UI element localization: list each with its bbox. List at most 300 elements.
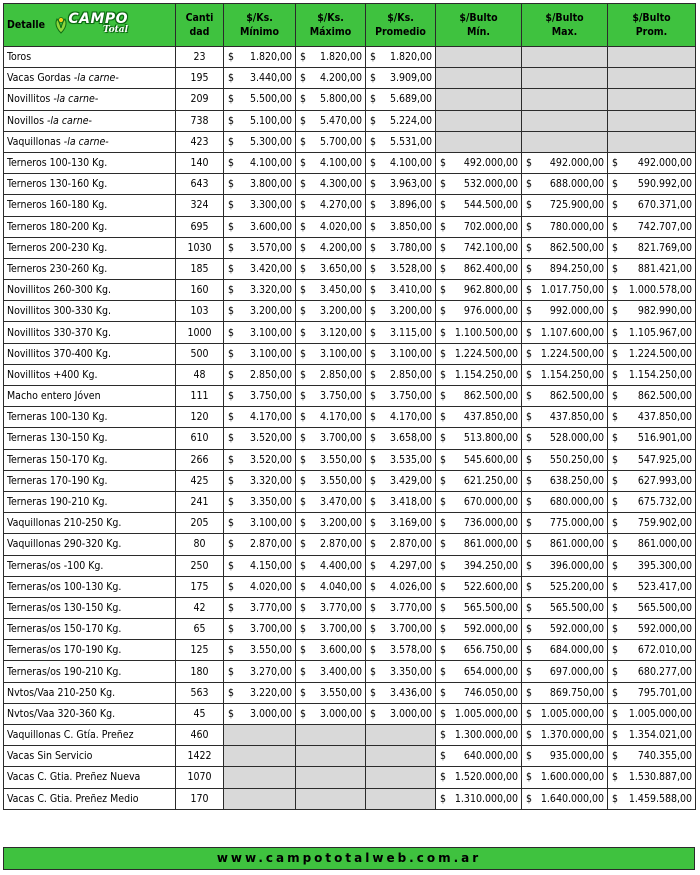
currency-sign: $ — [370, 432, 377, 445]
cell-cantidad: 80 — [176, 534, 224, 555]
amount-value: 976.000,00 — [463, 305, 518, 318]
currency-sign: $ — [612, 262, 619, 275]
amount-value: 4.020,00 — [319, 220, 362, 233]
amount-value: 742.100,00 — [463, 241, 518, 254]
cell-bulto-prom — [608, 131, 696, 152]
currency-sign: $ — [370, 51, 377, 64]
cell-bulto-max — [522, 767, 608, 788]
table-row — [4, 131, 696, 152]
cell-ks-max — [296, 513, 366, 534]
cell-ks-prom — [366, 110, 436, 131]
currency-sign: $ — [370, 347, 377, 360]
amount-value: 861.000,00 — [637, 538, 692, 551]
amount-value: 3.750,00 — [319, 390, 362, 403]
detalle-text: Nvtos/Vaa 210-250 Kg. — [7, 686, 116, 699]
currency-sign: $ — [370, 284, 377, 297]
detalle-text: Vaquillonas C. Gtía. Preñez — [7, 729, 134, 742]
currency-sign: $ — [612, 623, 619, 636]
table-row — [4, 386, 696, 407]
table-row — [4, 513, 696, 534]
cell-ks-prom — [366, 407, 436, 428]
cell-bulto-prom — [608, 152, 696, 173]
amount-value: 5.470,00 — [319, 114, 362, 127]
currency-sign: $ — [228, 601, 235, 614]
amount-value: 1.107.600,00 — [540, 326, 604, 339]
cell-ks-min — [224, 746, 296, 767]
amount-value: 3.600,00 — [319, 644, 362, 657]
cell-bulto-min — [436, 725, 522, 746]
amount-value: 759.902,00 — [637, 517, 692, 530]
currency-sign: $ — [440, 262, 447, 275]
cell-ks-max — [296, 725, 366, 746]
cell-cantidad: 610 — [176, 428, 224, 449]
amount-value: 523.417,00 — [637, 580, 692, 593]
currency-sign: $ — [612, 601, 619, 614]
cell-bulto-min — [436, 619, 522, 640]
table-row — [4, 703, 696, 724]
currency-sign: $ — [370, 390, 377, 403]
cell-ks-max — [296, 47, 366, 68]
currency-sign: $ — [440, 453, 447, 466]
cell-ks-prom — [366, 89, 436, 110]
cell-ks-max — [296, 237, 366, 258]
amount-value: 3.450,00 — [319, 284, 362, 297]
cell-ks-max — [296, 746, 366, 767]
price-table — [3, 3, 696, 810]
cell-bulto-prom — [608, 746, 696, 767]
amount-value: 3.420,00 — [249, 262, 292, 275]
amount-value: 3.550,00 — [319, 453, 362, 466]
cell-detalle — [4, 68, 176, 89]
currency-sign: $ — [526, 750, 533, 763]
amount-value: 4.200,00 — [319, 72, 362, 85]
amount-value: 528.000,00 — [549, 432, 604, 445]
cell-ks-max — [296, 131, 366, 152]
cell-cantidad: 695 — [176, 216, 224, 237]
amount-value: 3.470,00 — [319, 496, 362, 509]
currency-sign: $ — [300, 580, 307, 593]
amount-value: 3.000,00 — [389, 707, 432, 720]
currency-sign: $ — [526, 729, 533, 742]
amount-value: 5.800,00 — [319, 93, 362, 106]
currency-sign: $ — [612, 453, 619, 466]
currency-sign: $ — [526, 601, 533, 614]
amount-value: 862.500,00 — [549, 390, 604, 403]
table-row — [4, 470, 696, 491]
currency-sign: $ — [526, 792, 533, 805]
amount-value: 3.100,00 — [249, 347, 292, 360]
amount-value: 3.320,00 — [249, 284, 292, 297]
cell-ks-min — [224, 280, 296, 301]
amount-value: 3.770,00 — [249, 601, 292, 614]
cell-bulto-prom — [608, 386, 696, 407]
cell-cantidad: 65 — [176, 619, 224, 640]
detalle-text: Terneras 100-130 Kg. — [7, 411, 108, 424]
amount-value: 492.000,00 — [463, 157, 518, 170]
currency-sign: $ — [612, 390, 619, 403]
amount-value: 4.150,00 — [249, 559, 292, 572]
amount-value: 3.528,00 — [389, 262, 432, 275]
currency-sign: $ — [440, 538, 447, 551]
currency-sign: $ — [612, 284, 619, 297]
cell-detalle — [4, 619, 176, 640]
currency-sign: $ — [612, 305, 619, 318]
amount-value: 861.000,00 — [463, 538, 518, 551]
amount-value: 775.000,00 — [549, 517, 604, 530]
table-row — [4, 597, 696, 618]
cell-detalle — [4, 767, 176, 788]
currency-sign: $ — [612, 517, 619, 530]
cell-detalle — [4, 576, 176, 597]
currency-sign: $ — [526, 305, 533, 318]
cell-bulto-prom — [608, 343, 696, 364]
currency-sign: $ — [228, 623, 235, 636]
currency-sign: $ — [612, 665, 619, 678]
amount-value: 3.200,00 — [389, 305, 432, 318]
currency-sign: $ — [526, 686, 533, 699]
detalle-text: Novillitos 260-300 Kg. — [7, 284, 111, 297]
cell-detalle — [4, 407, 176, 428]
amount-value: 680.277,00 — [637, 665, 692, 678]
cell-bulto-min — [436, 788, 522, 809]
cell-detalle — [4, 89, 176, 110]
cell-bulto-prom — [608, 174, 696, 195]
currency-sign: $ — [440, 517, 447, 530]
amount-value: 492.000,00 — [549, 157, 604, 170]
amount-value: 3.770,00 — [319, 601, 362, 614]
detalle-text: Novillitos 300-330 Kg. — [7, 305, 111, 318]
amount-value: 672.010,00 — [637, 644, 692, 657]
currency-sign: $ — [370, 686, 377, 699]
currency-sign: $ — [440, 792, 447, 805]
cell-bulto-min — [436, 152, 522, 173]
currency-sign: $ — [228, 707, 235, 720]
currency-sign: $ — [440, 241, 447, 254]
cell-bulto-max — [522, 746, 608, 767]
cell-bulto-min — [436, 343, 522, 364]
cell-cantidad: 425 — [176, 470, 224, 491]
amount-value: 3.658,00 — [389, 432, 432, 445]
currency-sign: $ — [228, 432, 235, 445]
cell-bulto-min — [436, 364, 522, 385]
amount-value: 1.224.500,00 — [540, 347, 604, 360]
cell-bulto-max — [522, 216, 608, 237]
currency-sign: $ — [370, 665, 377, 678]
cell-ks-max — [296, 788, 366, 809]
cell-cantidad: 241 — [176, 491, 224, 512]
currency-sign: $ — [612, 771, 619, 784]
cell-ks-prom — [366, 216, 436, 237]
currency-sign: $ — [440, 665, 447, 678]
amount-value: 3.200,00 — [319, 517, 362, 530]
currency-sign: $ — [526, 538, 533, 551]
cell-bulto-max — [522, 513, 608, 534]
cell-bulto-min — [436, 280, 522, 301]
currency-sign: $ — [228, 326, 235, 339]
cell-ks-max — [296, 364, 366, 385]
currency-sign: $ — [526, 496, 533, 509]
cell-bulto-max — [522, 725, 608, 746]
amount-value: 3.270,00 — [249, 665, 292, 678]
table-row — [4, 195, 696, 216]
cell-bulto-prom — [608, 258, 696, 279]
amount-value: 565.500,00 — [637, 601, 692, 614]
cell-bulto-min — [436, 746, 522, 767]
cell-cantidad: 195 — [176, 68, 224, 89]
cell-bulto-min — [436, 237, 522, 258]
currency-sign: $ — [612, 199, 619, 212]
table-row — [4, 301, 696, 322]
cell-bulto-min — [436, 110, 522, 131]
cell-cantidad: 1422 — [176, 746, 224, 767]
cell-ks-min — [224, 237, 296, 258]
currency-sign: $ — [300, 114, 307, 127]
cell-cantidad: 250 — [176, 555, 224, 576]
currency-sign: $ — [300, 157, 307, 170]
cell-cantidad: 160 — [176, 280, 224, 301]
cell-bulto-prom — [608, 428, 696, 449]
amount-value: 861.000,00 — [549, 538, 604, 551]
currency-sign: $ — [612, 559, 619, 572]
amount-value: 396.000,00 — [549, 559, 604, 572]
cell-ks-prom — [366, 47, 436, 68]
amount-value: 513.800,00 — [463, 432, 518, 445]
cell-cantidad: 266 — [176, 449, 224, 470]
cell-bulto-max — [522, 131, 608, 152]
amount-value: 962.800,00 — [463, 284, 518, 297]
cell-ks-max — [296, 534, 366, 555]
cell-bulto-max — [522, 597, 608, 618]
detalle-text: Novillitos 330-370 Kg. — [7, 326, 111, 339]
cell-bulto-prom — [608, 555, 696, 576]
table-row — [4, 216, 696, 237]
detalle-text: Vaquillonas 290-320 Kg. — [7, 538, 122, 551]
table-body — [4, 47, 696, 810]
detalle-text: Terneras 130-150 Kg. — [7, 432, 108, 445]
currency-sign: $ — [440, 368, 447, 381]
table-row — [4, 682, 696, 703]
cell-bulto-max — [522, 89, 608, 110]
detalle-text: Terneras 170-190 Kg. — [7, 474, 108, 487]
currency-sign: $ — [300, 559, 307, 572]
cell-cantidad: 125 — [176, 640, 224, 661]
cell-ks-min — [224, 195, 296, 216]
currency-sign: $ — [440, 157, 447, 170]
cell-cantidad: 120 — [176, 407, 224, 428]
detalle-text: Terneros 230-260 Kg. — [7, 262, 108, 275]
cell-bulto-max — [522, 534, 608, 555]
currency-sign: $ — [300, 135, 307, 148]
amount-value: 3.169,00 — [389, 517, 432, 530]
amount-value: 3.220,00 — [249, 686, 292, 699]
currency-sign: $ — [300, 347, 307, 360]
cell-bulto-prom — [608, 470, 696, 491]
amount-value: 3.436,00 — [389, 686, 432, 699]
cell-bulto-prom — [608, 640, 696, 661]
currency-sign: $ — [300, 601, 307, 614]
detalle-text: Vaquillonas 210-250 Kg. — [7, 517, 122, 530]
cell-ks-prom — [366, 576, 436, 597]
currency-sign: $ — [526, 157, 533, 170]
cell-ks-max — [296, 110, 366, 131]
cell-ks-max — [296, 195, 366, 216]
cell-bulto-max — [522, 640, 608, 661]
currency-sign: $ — [370, 496, 377, 509]
cell-cantidad: 500 — [176, 343, 224, 364]
currency-sign: $ — [300, 241, 307, 254]
currency-sign: $ — [300, 199, 307, 212]
cell-ks-min — [224, 407, 296, 428]
cell-bulto-prom — [608, 47, 696, 68]
cell-bulto-max — [522, 661, 608, 682]
amount-value: 725.900,00 — [549, 199, 604, 212]
cell-ks-max — [296, 619, 366, 640]
col-header-bulto-min: $/Bulto Mín. — [436, 4, 522, 47]
cell-ks-max — [296, 703, 366, 724]
cell-detalle — [4, 280, 176, 301]
currency-sign: $ — [440, 390, 447, 403]
cell-detalle — [4, 195, 176, 216]
amount-value: 3.100,00 — [249, 517, 292, 530]
amount-value: 3.320,00 — [249, 474, 292, 487]
cell-cantidad: 103 — [176, 301, 224, 322]
cell-ks-max — [296, 682, 366, 703]
amount-value: 3.600,00 — [249, 220, 292, 233]
currency-sign: $ — [228, 241, 235, 254]
table-row — [4, 449, 696, 470]
amount-value: 688.000,00 — [549, 178, 604, 191]
cell-cantidad: 48 — [176, 364, 224, 385]
col-header-bulto-prom: $/Bulto Prom. — [608, 4, 696, 47]
cell-ks-prom — [366, 280, 436, 301]
currency-sign: $ — [612, 220, 619, 233]
cell-cantidad: 185 — [176, 258, 224, 279]
currency-sign: $ — [370, 326, 377, 339]
cell-bulto-max — [522, 280, 608, 301]
cell-bulto-max — [522, 491, 608, 512]
cell-ks-max — [296, 661, 366, 682]
detalle-text: Terneras/os 100-130 Kg. — [7, 580, 122, 593]
amount-value: 2.870,00 — [249, 538, 292, 551]
amount-value: 395.300,00 — [637, 559, 692, 572]
detalle-text: Vaquillonas — [7, 135, 64, 148]
amount-value: 3.410,00 — [389, 284, 432, 297]
currency-sign: $ — [370, 199, 377, 212]
amount-value: 4.020,00 — [249, 580, 292, 593]
cell-bulto-prom — [608, 576, 696, 597]
cell-cantidad: 324 — [176, 195, 224, 216]
currency-sign: $ — [300, 220, 307, 233]
cell-ks-max — [296, 470, 366, 491]
amount-value: 2.850,00 — [389, 368, 432, 381]
currency-sign: $ — [228, 538, 235, 551]
currency-sign: $ — [526, 517, 533, 530]
amount-value: 532.000,00 — [463, 178, 518, 191]
amount-value: 638.250,00 — [549, 474, 604, 487]
amount-value: 862.500,00 — [463, 390, 518, 403]
cell-ks-max — [296, 174, 366, 195]
cell-bulto-min — [436, 576, 522, 597]
cell-ks-max — [296, 258, 366, 279]
table-row — [4, 322, 696, 343]
amount-value: 627.993,00 — [637, 474, 692, 487]
currency-sign: $ — [228, 474, 235, 487]
currency-sign: $ — [300, 368, 307, 381]
amount-value: 702.000,00 — [463, 220, 518, 233]
amount-value: 1.154.250,00 — [454, 368, 518, 381]
amount-value: 862.500,00 — [549, 241, 604, 254]
campo-total-logo — [54, 11, 129, 36]
cell-ks-min — [224, 513, 296, 534]
currency-sign: $ — [228, 517, 235, 530]
table-row — [4, 407, 696, 428]
table-row — [4, 47, 696, 68]
currency-sign: $ — [526, 644, 533, 657]
amount-value: 670.000,00 — [463, 496, 518, 509]
currency-sign: $ — [300, 686, 307, 699]
amount-value: 1.017.750,00 — [540, 284, 604, 297]
amount-value: 935.000,00 — [549, 750, 604, 763]
cell-cantidad: 140 — [176, 152, 224, 173]
table-row — [4, 534, 696, 555]
currency-sign: $ — [300, 517, 307, 530]
amount-value: 3.750,00 — [249, 390, 292, 403]
amount-value: 3.963,00 — [389, 178, 432, 191]
currency-sign: $ — [228, 347, 235, 360]
currency-sign: $ — [526, 453, 533, 466]
amount-value: 4.026,00 — [389, 580, 432, 593]
currency-sign: $ — [228, 157, 235, 170]
table-row — [4, 152, 696, 173]
cell-detalle — [4, 597, 176, 618]
currency-sign: $ — [440, 305, 447, 318]
cell-bulto-min — [436, 597, 522, 618]
cell-ks-min — [224, 682, 296, 703]
cell-bulto-max — [522, 682, 608, 703]
cell-bulto-max — [522, 703, 608, 724]
amount-value: 3.115,00 — [389, 326, 432, 339]
currency-sign: $ — [440, 347, 447, 360]
cell-bulto-max — [522, 407, 608, 428]
cell-ks-min — [224, 470, 296, 491]
cell-ks-prom — [366, 619, 436, 640]
cell-ks-prom — [366, 725, 436, 746]
detalle-text: Novillos — [7, 114, 48, 127]
table-row — [4, 68, 696, 89]
amount-value: 3.800,00 — [249, 178, 292, 191]
cell-bulto-prom — [608, 682, 696, 703]
cell-ks-min — [224, 449, 296, 470]
cell-ks-min — [224, 216, 296, 237]
cell-ks-max — [296, 407, 366, 428]
cell-bulto-max — [522, 619, 608, 640]
currency-sign: $ — [440, 496, 447, 509]
cell-ks-min — [224, 661, 296, 682]
amount-value: 3.578,00 — [389, 644, 432, 657]
detalle-text: Terneros 100-130 Kg. — [7, 157, 108, 170]
cell-ks-prom — [366, 152, 436, 173]
cell-bulto-min — [436, 703, 522, 724]
amount-value: 3.780,00 — [389, 241, 432, 254]
cell-cantidad: 1030 — [176, 237, 224, 258]
table-row — [4, 661, 696, 682]
table-row — [4, 640, 696, 661]
amount-value: 437.850,00 — [463, 411, 518, 424]
currency-sign: $ — [612, 241, 619, 254]
cell-bulto-max — [522, 68, 608, 89]
amount-value: 1.820,00 — [319, 51, 362, 64]
amount-value: 3.418,00 — [389, 496, 432, 509]
